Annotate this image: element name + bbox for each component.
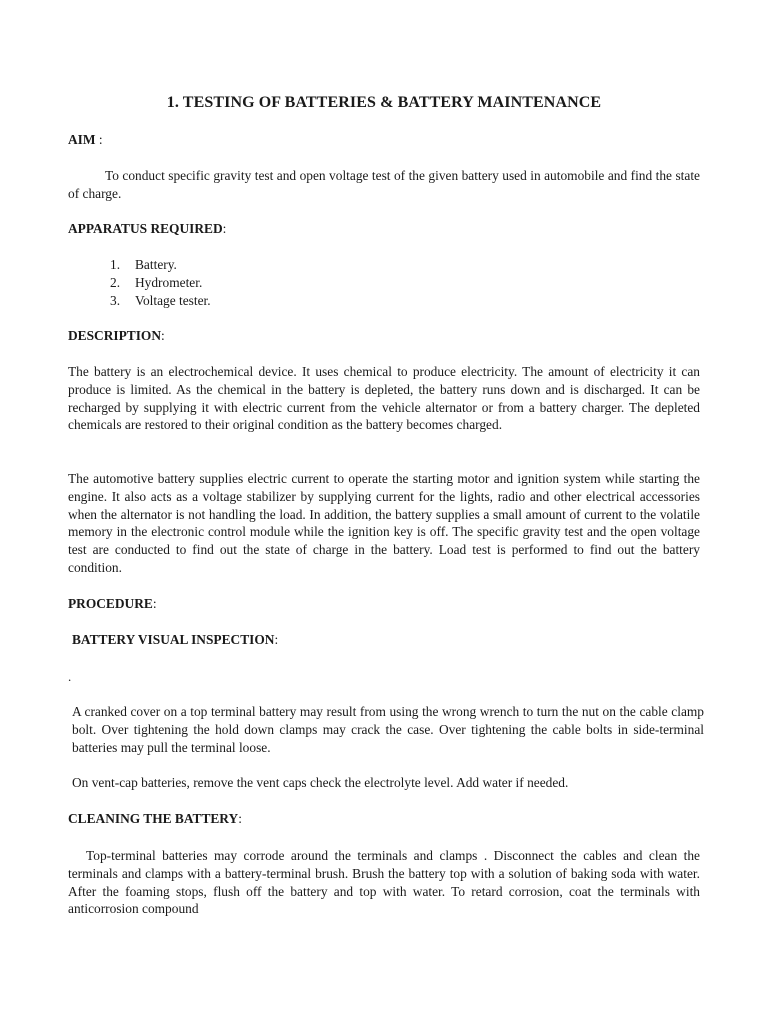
list-item-label: Battery. [135, 257, 177, 272]
apparatus-heading-line [68, 220, 700, 238]
visual-inspection-paragraph-1: A cranked cover on a top terminal battery may result from using the wrong wrench to turn the nut on the cable clamp bolt. Over tightening the hold down clamps may crack the case. Over tightening the cable bolts in side-terminal batteries may pull the terminal loose. [72, 704, 704, 755]
stray-marker: . [68, 669, 72, 684]
description-heading: DESCRIPTION [68, 328, 162, 343]
page-title: 1. TESTING OF BATTERIES & BATTERY MAINTENANCE [166, 94, 602, 111]
list-item [110, 256, 211, 274]
apparatus-heading-suffix: : [222, 221, 227, 236]
procedure-heading: PROCEDURE [68, 596, 153, 611]
description-heading-line [68, 327, 700, 345]
visual-inspection-heading-line [68, 631, 704, 649]
aim-heading-suffix: : [95, 132, 103, 147]
cleaning-paragraph: Top-terminal batteries may corrode around the terminals and clamps . Disconnect the cables and clean the terminals and clamps with a battery-terminal brush. Brush the battery top with a solution of baking soda with water. After the foaming stops, flush off the battery and top with water. To retard corrosion, coat the terminals with anticorrosion compound [68, 848, 700, 917]
aim-heading: AIM [68, 132, 96, 147]
list-item-number: 3. [110, 292, 121, 308]
description-paragraph-2: The automotive battery supplies electric current to operate the starting motor and ignition system while starting the engine. It also acts as a voltage stabilizer by supplying current for the lights, radio and other electrical accessories when the alternator is not handling the load. In addition, the battery supplies a small amount of current to the volatile memory in the electronic control module while the ignition key is off. The specific gravity test and the open voltage test are conducted to find out the state of charge in the battery. Load test is performed to find out the battery condition. [68, 471, 700, 575]
list-item-number: 1. [110, 257, 121, 272]
visual-inspection-heading-suffix: : [274, 632, 279, 647]
aim-heading-line [68, 131, 700, 149]
description-heading-suffix: : [161, 328, 165, 343]
aim-text: To conduct specific gravity test and open voltage test of the given battery used in automobile and find the state of charge. [68, 168, 700, 201]
procedure-heading-suffix: : [152, 596, 157, 611]
list-item [110, 292, 211, 310]
apparatus-heading: APPARATUS REQUIRED [68, 221, 223, 236]
list-item-label: Hydrometer. [135, 274, 203, 290]
procedure-heading-line [68, 595, 700, 613]
list-item [110, 274, 211, 292]
cleaning-heading-line [68, 810, 700, 828]
visual-inspection-heading: BATTERY VISUAL INSPECTION [72, 632, 275, 647]
list-item-label: Voltage tester. [135, 292, 211, 308]
description-paragraph-1: The battery is an electrochemical device. It uses chemical to produce electricity. The amount of electricity it can produce is limited. As the chemical in the battery is depleted, the battery runs down and is discharged. It can be recharged by supplying it with electric current from the vehicle alternator or from a battery charger. The depleted chemicals are restored to their original condition as the battery becomes charged. [68, 364, 700, 433]
visual-inspection-paragraph-2: On vent-cap batteries, remove the vent caps check the electrolyte level. Add water if needed. [72, 775, 569, 790]
apparatus-list [110, 256, 211, 309]
cleaning-heading-suffix: : [238, 811, 242, 826]
cleaning-heading: CLEANING THE BATTERY [68, 811, 239, 826]
list-item-number: 2. [110, 274, 121, 290]
